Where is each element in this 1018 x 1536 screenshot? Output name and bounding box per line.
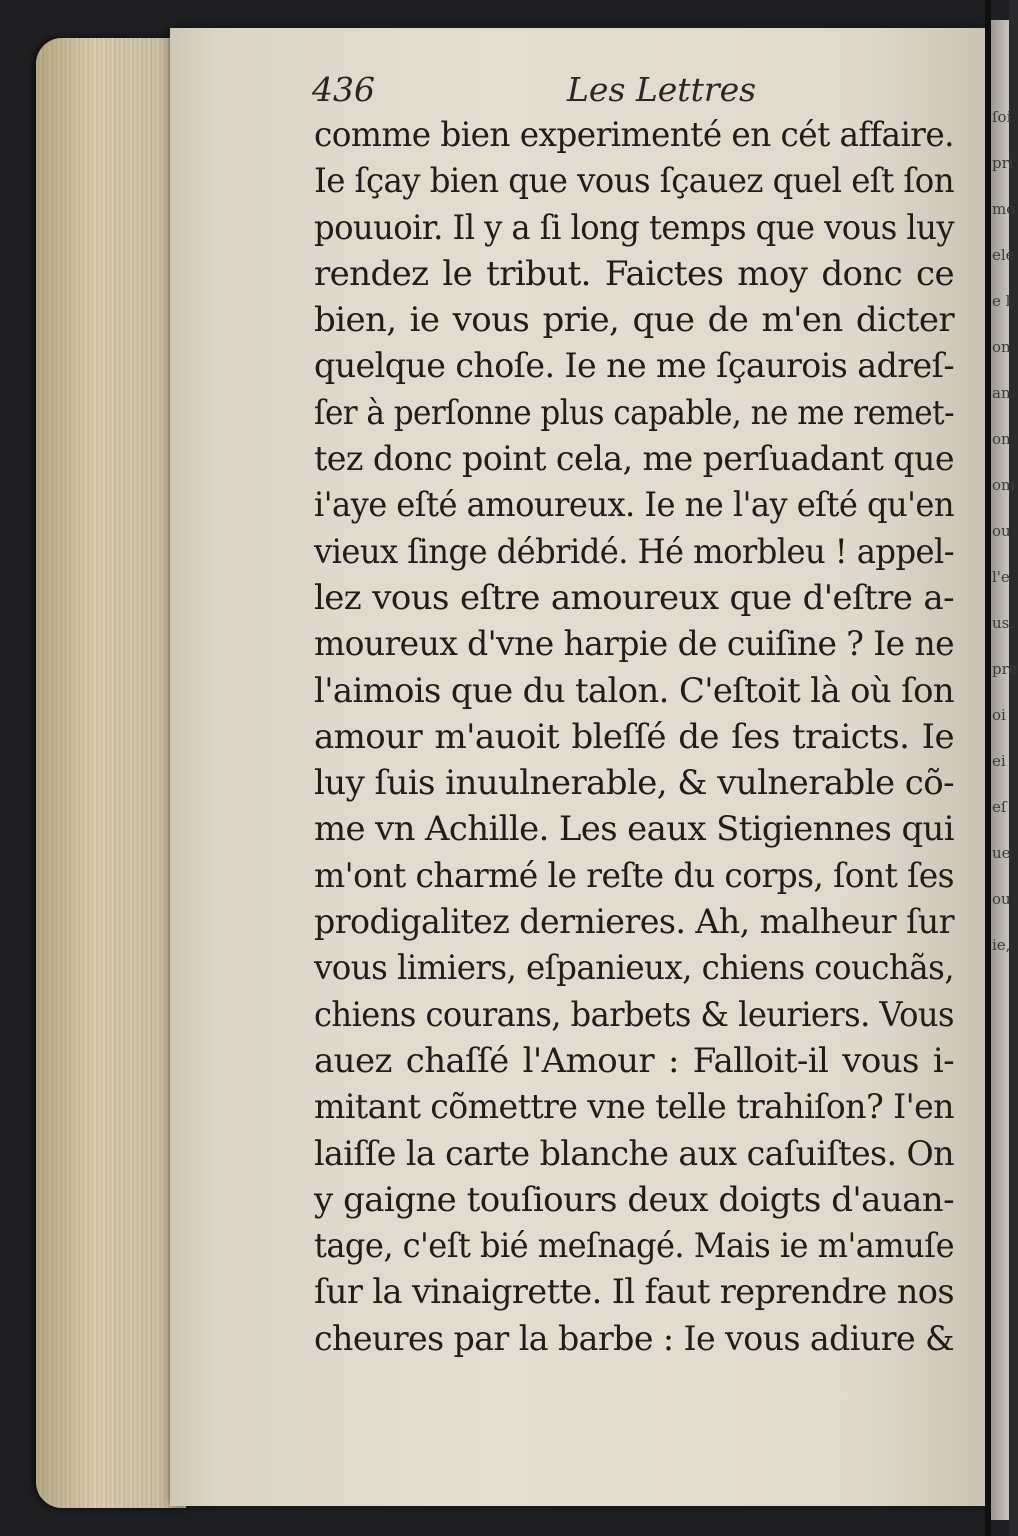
text-line: lez vous eſtre amoureux que d'eſtre a- [314, 577, 954, 618]
facing-page-fragment: ſoi [992, 108, 1012, 126]
text-line: laiſſe la carte blanche aux caſuiſtes. On [314, 1133, 954, 1174]
facing-page-fragment: l'e [992, 568, 1010, 586]
text-line: me vn Achille. Les eaux Stigiennes qui [314, 809, 954, 850]
facing-page-fragment: eſ [992, 798, 1007, 816]
text-line: moureux d'vne harpie de cuiſine ? Ie ne [314, 624, 954, 665]
text-line: cheures par la barbe : Ie vous adiure & [314, 1318, 955, 1359]
text-line: l'aimois que du talon. C'eſtoit là où ſon [314, 670, 955, 711]
text-line: vous limiers, eſpanieux, chiens couchãs, [314, 948, 954, 989]
facing-page-fragment: an [992, 384, 1011, 402]
text-line: ſur la vinaigrette. Il faut reprendre nos [314, 1272, 954, 1313]
facing-page-fragment: on [992, 430, 1011, 448]
page-number: 436 [312, 70, 375, 109]
facing-page-fragment: us. [992, 614, 1015, 632]
text-line: rendez le tribut. Faictes moy donc ce [314, 253, 954, 294]
text-line: quelque choſe. Ie ne me ſçaurois adreſ- [314, 346, 955, 387]
facing-page-fragment: e l [992, 292, 1011, 310]
facing-page-fragment: mo [992, 200, 1016, 218]
text-line: bien, ie vous prie, que de m'en dicter [314, 300, 954, 341]
facing-page-fragment: om [992, 476, 1016, 494]
text-line: prodigalitez dernieres. Ah, malheur ſur [314, 902, 954, 943]
text-line: mitant cõmettre vne telle trahiſon? I'en [314, 1087, 954, 1128]
text-line: auez chaſſé l'Amour : Falloit-il vous i- [314, 1040, 954, 1081]
running-title: Les Lettres [567, 70, 757, 109]
text-line: i'aye eſté amoureux. Ie ne l'ay eſté qu'en [314, 485, 955, 526]
text-line: pouuoir. Il y a ſi long temps que vous luy [314, 207, 955, 248]
facing-page-fragment: ou [992, 522, 1011, 540]
facing-page-fragment: ue [992, 844, 1011, 862]
text-line: amour m'auoit bleſſé de ſes traicts. Ie [314, 716, 954, 757]
facing-page-fragment: on [992, 338, 1011, 356]
text-line: chiens courans, barbets & leuriers. Vous [314, 994, 954, 1035]
text-line: vieux ſinge débridé. Hé morbleu ! appel- [314, 531, 954, 572]
text-line: m'ont charmé le reſte du corps, ſont ſes [314, 855, 954, 896]
text-line: y gaigne touſiours deux doigts d'auan- [314, 1179, 954, 1220]
page-edges [36, 38, 186, 1508]
facing-page-fragment: ie, [992, 936, 1011, 954]
facing-page-edge [991, 20, 1018, 1520]
text-line: ſer à perſonne plus capable, ne me remet- [314, 392, 955, 433]
text-line: comme bien experimenté en cét affaire. [314, 115, 954, 155]
facing-page-fragment: ele [992, 246, 1015, 264]
text-line: tez donc point cela, me perſuadant que [314, 439, 955, 480]
facing-page-fragment: pri [992, 154, 1014, 172]
facing-page-fragment: ei [992, 752, 1006, 770]
facing-page-fragment: ou [992, 890, 1011, 908]
text-line: luy ſuis inuulnerable, & vulnerable cõ- [314, 763, 954, 804]
text-line: tage, c'eſt bié meſnagé. Mais ie m'amuſe [314, 1226, 955, 1267]
text-line: Ie ſçay bien que vous ſçauez quel eſt ſon [314, 161, 955, 202]
facing-page-fragment: pre [992, 660, 1018, 678]
facing-page-fragment: oi [992, 706, 1006, 724]
running-head [312, 70, 952, 118]
body-text [314, 112, 954, 1362]
